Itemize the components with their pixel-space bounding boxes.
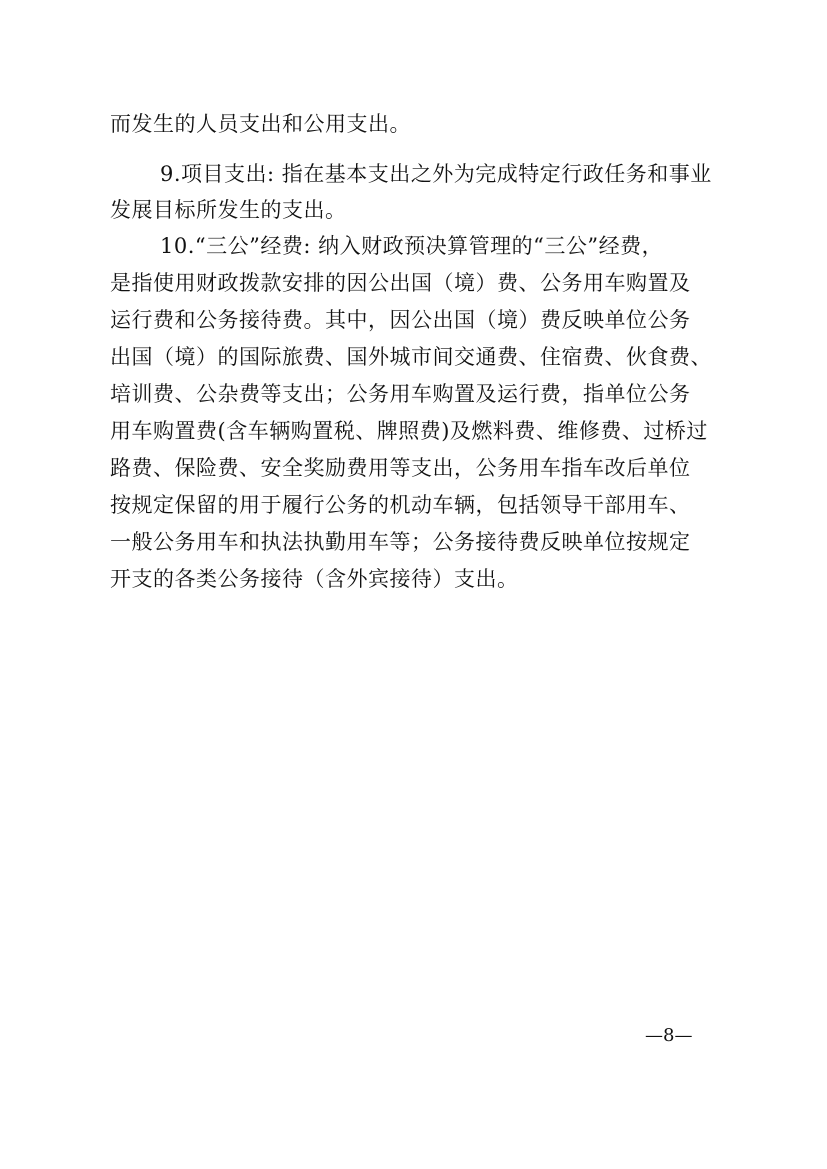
body-text-line: 而发生的人员支出和公用支出。 <box>110 112 411 136</box>
page-number: —8— <box>645 1025 693 1046</box>
body-text-line: 一般公务用车和执法执勤用车等；公务接待费反映单位按规定 <box>110 530 691 554</box>
body-text-line: 开支的各类公务接待（含外宾接待）支出。 <box>110 567 519 591</box>
body-text-line: 路费、保险费、安全奖励费用等支出，公务用车指车改后单位 <box>110 456 691 480</box>
body-text-line: 是指使用财政拨款安排的因公出国（境）费、公务用车购置及 <box>110 271 691 295</box>
body-text-line: 运行费和公务接待费。其中，因公出国（境）费反映单位公务 <box>110 308 691 332</box>
body-text-line: 出国（境）的国际旅费、国外城市间交通费、住宿费、伙食费、 <box>110 345 712 369</box>
item-9-heading-line: 9.项目支出: 指在基本支出之外为完成特定行政任务和事业 <box>160 162 712 186</box>
body-text-line: 培训费、公杂费等支出；公务用车购置及运行费，指单位公务 <box>110 382 691 406</box>
body-text-line: 发展目标所发生的支出。 <box>110 198 347 222</box>
body-text-line: 按规定保留的用于履行公务的机动车辆，包括领导干部用车、 <box>110 493 691 517</box>
body-text-line: 用车购置费(含车辆购置税、牌照费)及燃料费、维修费、过桥过 <box>110 419 708 443</box>
item-10-heading-line: 10.“三公”经费: 纳入财政预决算管理的“三公”经费， <box>160 234 664 258</box>
